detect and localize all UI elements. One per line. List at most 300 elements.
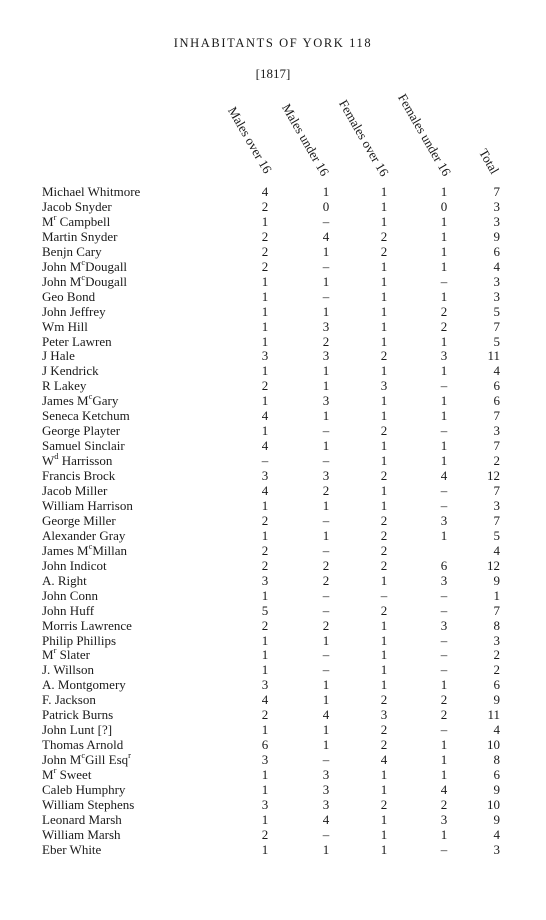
females-over-16-cell: 1	[380, 677, 388, 693]
males-over-16-cell: 3	[261, 348, 269, 364]
total-cell: 11	[487, 707, 500, 723]
females-over-16-cell: 1	[380, 408, 388, 424]
resident-name	[42, 229, 117, 244]
males-under-16-cell: –	[322, 258, 330, 274]
name-text-rest: Slater	[56, 647, 90, 663]
males-over-16-cell: 3	[261, 677, 269, 693]
total-cell: 12	[487, 468, 500, 484]
females-under-16-cell: –	[440, 841, 448, 857]
resident-name	[42, 662, 94, 677]
table-row	[0, 812, 546, 827]
name-text: A. Right	[42, 572, 87, 588]
females-over-16-cell: 1	[380, 273, 388, 289]
table-row	[0, 184, 546, 199]
name-text: Morris Lawrence	[42, 617, 132, 633]
resident-name	[42, 827, 121, 842]
males-over-16-cell: 3	[261, 752, 269, 768]
total-cell: 6	[493, 677, 500, 693]
females-over-16-cell: 1	[380, 438, 388, 454]
females-under-16-cell: 1	[440, 752, 448, 768]
table-row	[0, 199, 546, 214]
males-under-16-cell: –	[322, 453, 330, 469]
table-row	[0, 842, 546, 857]
name-text: John Conn	[42, 587, 98, 603]
females-under-16-cell: –	[440, 587, 448, 603]
resident-name	[42, 483, 107, 498]
females-over-16-cell: 1	[380, 453, 388, 469]
males-over-16-cell: 2	[261, 243, 269, 259]
females-under-16-cell: –	[440, 378, 448, 394]
females-under-16-cell: –	[440, 483, 448, 498]
total-cell: 10	[487, 737, 500, 753]
males-under-16-cell: 1	[322, 243, 330, 259]
resident-name	[42, 423, 120, 438]
table-row	[0, 722, 546, 737]
males-over-16-cell: 1	[261, 318, 269, 334]
females-under-16-cell: 3	[440, 811, 448, 827]
males-under-16-cell: 2	[322, 333, 330, 349]
females-under-16-cell: 2	[440, 796, 448, 812]
resident-name	[42, 588, 98, 603]
total-cell: 4	[493, 542, 500, 558]
table-row	[0, 498, 546, 513]
table-row	[0, 573, 546, 588]
total-cell: 7	[493, 438, 500, 454]
females-under-16-cell: 2	[440, 707, 448, 723]
males-under-16-cell: 1	[322, 303, 330, 319]
males-under-16-cell: 1	[322, 363, 330, 379]
name-text-rest: Dougall	[85, 258, 128, 274]
males-under-16-cell: 3	[322, 782, 330, 797]
total-cell: 7	[493, 602, 500, 618]
females-under-16-cell: –	[440, 722, 448, 738]
table-row	[0, 271, 546, 289]
males-over-16-cell: 1	[261, 527, 269, 543]
males-under-16-cell: 3	[322, 796, 330, 812]
females-under-16-cell: 1	[440, 826, 448, 842]
females-over-16-cell: 1	[380, 213, 388, 229]
name-text: William Harrison	[42, 497, 133, 513]
females-over-16-cell: 2	[380, 542, 388, 558]
females-over-16-cell: 1	[380, 632, 388, 648]
males-under-16-cell: 3	[322, 348, 330, 364]
males-under-16-cell: –	[322, 752, 330, 768]
males-under-16-cell: 1	[322, 408, 330, 424]
females-under-16-cell: 1	[440, 453, 448, 469]
females-over-16-cell: 1	[380, 497, 388, 513]
table-row	[0, 692, 546, 707]
column-header-females-over-16: Females over 16	[336, 97, 392, 179]
females-under-16-cell: –	[440, 632, 448, 648]
total-cell: 9	[493, 572, 500, 588]
name-text: Alexander Gray	[42, 527, 126, 543]
total-cell: 5	[493, 303, 500, 319]
females-under-16-cell: 1	[440, 288, 448, 304]
males-under-16-cell: 1	[322, 184, 330, 199]
total-cell: 11	[487, 348, 500, 364]
resident-name	[42, 767, 91, 782]
table-row	[0, 468, 546, 483]
females-under-16-cell: 1	[440, 527, 448, 543]
name-superscript: r	[53, 211, 57, 222]
females-over-16-cell: 2	[380, 722, 388, 738]
males-under-16-cell: 1	[322, 273, 330, 289]
females-under-16-cell: 1	[440, 393, 448, 409]
table-row	[0, 662, 546, 677]
males-under-16-cell: 2	[322, 572, 330, 588]
females-under-16-cell: 2	[440, 692, 448, 708]
total-cell: 7	[493, 512, 500, 528]
females-over-16-cell: 2	[380, 243, 388, 259]
name-text: Samuel Sinclair	[42, 438, 125, 454]
females-under-16-cell: 0	[440, 198, 448, 214]
column-header-males-under-16: Males under 16	[279, 101, 333, 179]
males-over-16-cell: 1	[261, 333, 269, 349]
name-text: John M	[42, 273, 82, 289]
total-cell: 3	[493, 423, 500, 439]
table-row	[0, 782, 546, 797]
males-over-16-cell: 1	[261, 647, 269, 663]
resident-name	[42, 184, 140, 199]
name-text: Jacob Miller	[42, 483, 108, 498]
table-row	[0, 827, 546, 842]
males-over-16-cell: 5	[261, 602, 269, 618]
females-over-16-cell: 2	[380, 557, 388, 573]
total-cell: 9	[493, 692, 500, 708]
name-text: A. Montgomery	[42, 677, 126, 693]
males-under-16-cell: 4	[322, 228, 330, 244]
name-text-rest: Millan	[92, 542, 128, 558]
total-cell: 3	[493, 213, 500, 229]
females-over-16-cell: 2	[380, 737, 388, 753]
females-over-16-cell: 2	[380, 228, 388, 244]
total-cell: 3	[493, 497, 500, 513]
total-cell: 4	[493, 722, 500, 738]
females-under-16-cell: 6	[440, 557, 448, 573]
total-cell: 3	[493, 273, 500, 289]
name-superscript: r	[53, 765, 57, 776]
total-cell: 6	[493, 378, 500, 394]
total-cell: 4	[493, 826, 500, 842]
table-row	[0, 438, 546, 453]
males-under-16-cell: 1	[322, 722, 330, 738]
resident-name	[42, 797, 134, 812]
table-row	[0, 752, 546, 767]
name-text-rest: Gill Esq	[85, 752, 129, 768]
resident-name	[42, 453, 112, 468]
table-row	[0, 707, 546, 722]
name-text-rest: Gary	[92, 393, 119, 409]
females-under-16-cell: 3	[440, 348, 448, 364]
females-under-16-cell: 1	[440, 213, 448, 229]
name-superscript: c	[81, 271, 86, 282]
males-over-16-cell: 1	[261, 497, 269, 513]
females-over-16-cell: 2	[380, 796, 388, 812]
females-over-16-cell: 2	[380, 512, 388, 528]
females-under-16-cell: 1	[440, 184, 448, 199]
name-superscript: c	[88, 391, 93, 402]
resident-name	[42, 842, 101, 857]
name-text: Seneca Ketchum	[42, 408, 130, 424]
females-over-16-cell: 2	[380, 348, 388, 364]
total-cell: 4	[493, 258, 500, 274]
name-text: Geo Bond	[42, 288, 96, 304]
resident-name	[42, 647, 90, 662]
total-cell: 7	[493, 483, 500, 498]
name-text: John M	[42, 258, 82, 274]
table-row	[0, 289, 546, 304]
resident-name	[42, 289, 95, 304]
females-over-16-cell: 3	[380, 707, 388, 723]
column-header-females-under-16: Females under 16	[395, 91, 455, 179]
name-text-rest: Campbell	[56, 213, 111, 229]
total-cell: 1	[493, 587, 500, 603]
females-under-16-cell: 1	[440, 737, 448, 753]
males-over-16-cell: 1	[261, 273, 269, 289]
name-text-rest: Sweet	[56, 767, 92, 783]
table-row	[0, 647, 546, 662]
males-under-16-cell: –	[322, 542, 330, 558]
total-cell: 2	[493, 662, 500, 678]
males-under-16-cell: 3	[322, 393, 330, 409]
females-under-16-cell: –	[440, 662, 448, 678]
females-over-16-cell: 1	[380, 841, 388, 857]
females-under-16-cell: 1	[440, 408, 448, 424]
males-over-16-cell: 1	[261, 303, 269, 319]
name-text-rest: Harrisson	[58, 453, 113, 469]
females-under-16-cell: 1	[440, 767, 448, 783]
resident-name	[42, 393, 118, 408]
females-over-16-cell: 1	[380, 184, 388, 199]
year-label: [1817]	[255, 66, 291, 81]
females-under-16-cell: 4	[440, 468, 448, 484]
name-text: George Miller	[42, 512, 116, 528]
males-over-16-cell: 1	[261, 722, 269, 738]
table-row	[0, 540, 546, 558]
total-cell: 3	[493, 288, 500, 304]
total-cell: 6	[493, 243, 500, 259]
males-under-16-cell: –	[322, 213, 330, 229]
males-under-16-cell: –	[322, 826, 330, 842]
total-cell: 9	[493, 782, 500, 797]
females-under-16-cell: 1	[440, 438, 448, 454]
males-over-16-cell: 4	[261, 438, 269, 454]
table-row	[0, 513, 546, 528]
males-under-16-cell: 1	[322, 632, 330, 648]
table-row	[0, 603, 546, 618]
males-under-16-cell: –	[322, 602, 330, 618]
resident-name	[42, 722, 112, 737]
males-over-16-cell: 4	[261, 184, 269, 199]
females-over-16-cell: 1	[380, 198, 388, 214]
resident-name	[42, 540, 128, 558]
total-cell: 2	[493, 453, 500, 469]
females-under-16-cell: –	[440, 602, 448, 618]
table-row	[0, 677, 546, 692]
name-text: George Playter	[42, 423, 121, 439]
name-text: John Huff	[42, 602, 95, 618]
males-over-16-cell: 1	[261, 288, 269, 304]
name-text: Peter Lawren	[42, 333, 112, 349]
males-over-16-cell: 1	[261, 393, 269, 409]
resident-name	[42, 692, 96, 707]
males-under-16-cell: –	[322, 662, 330, 678]
males-under-16-cell: 4	[322, 811, 330, 827]
females-over-16-cell: 3	[380, 378, 388, 394]
resident-name	[42, 468, 115, 483]
table-row	[0, 363, 546, 378]
males-under-16-cell: 1	[322, 378, 330, 394]
females-over-16-cell: 1	[380, 782, 388, 797]
name-text: J Kendrick	[42, 363, 99, 379]
name-text: William Marsh	[42, 826, 121, 842]
resident-name	[42, 244, 102, 259]
males-under-16-cell: 3	[322, 318, 330, 334]
total-cell: 7	[493, 408, 500, 424]
males-under-16-cell: 0	[322, 198, 330, 214]
table-row	[0, 618, 546, 633]
name-text: W	[42, 453, 55, 469]
name-text: James M	[42, 542, 89, 558]
resident-name	[42, 603, 94, 618]
males-over-16-cell: 1	[261, 423, 269, 439]
females-over-16-cell: 2	[380, 468, 388, 484]
males-over-16-cell: 2	[261, 826, 269, 842]
females-over-16-cell: 1	[380, 303, 388, 319]
males-over-16-cell: 4	[261, 692, 269, 708]
total-cell: 5	[493, 333, 500, 349]
males-under-16-cell: 2	[322, 483, 330, 498]
females-over-16-cell: 1	[380, 288, 388, 304]
males-over-16-cell: 1	[261, 662, 269, 678]
males-over-16-cell: 2	[261, 228, 269, 244]
name-text: John Lunt [?]	[42, 722, 113, 738]
females-under-16-cell: –	[440, 647, 448, 663]
page-title: INHABITANTS OF YORK 118	[173, 36, 373, 50]
females-over-16-cell: 4	[380, 752, 388, 768]
table-row	[0, 334, 546, 349]
males-over-16-cell: 1	[261, 587, 269, 603]
table-row	[0, 528, 546, 543]
females-over-16-cell: 2	[380, 527, 388, 543]
females-under-16-cell: 2	[440, 318, 448, 334]
females-under-16-cell: 1	[440, 228, 448, 244]
name-superscript: r	[53, 645, 57, 656]
resident-name	[42, 782, 125, 797]
name-text: Benjn Cary	[42, 243, 102, 259]
resident-name	[42, 211, 111, 229]
females-under-16-cell: 3	[440, 617, 448, 633]
resident-name	[42, 363, 99, 378]
resident-name	[42, 319, 88, 334]
females-under-16-cell: 1	[440, 333, 448, 349]
females-over-16-cell: –	[380, 587, 388, 603]
total-cell: 8	[493, 617, 500, 633]
males-under-16-cell: –	[322, 288, 330, 304]
name-text: Martin Snyder	[42, 228, 118, 244]
name-text: Michael Whitmore	[42, 184, 141, 199]
name-text: Eber White	[42, 841, 102, 857]
column-header-total: Total	[476, 146, 503, 177]
resident-name	[42, 378, 86, 393]
name-superscript: c	[81, 750, 86, 761]
name-text: William Stephens	[42, 796, 135, 812]
females-over-16-cell: 2	[380, 423, 388, 439]
name-text-rest: Dougall	[85, 273, 128, 289]
males-over-16-cell: 1	[261, 811, 269, 827]
males-over-16-cell: 2	[261, 707, 269, 723]
females-under-16-cell: 1	[440, 677, 448, 693]
resident-name	[42, 304, 106, 319]
females-under-16-cell: 4	[440, 782, 448, 797]
females-over-16-cell: 1	[380, 617, 388, 633]
males-over-16-cell: 2	[261, 512, 269, 528]
name-text: John Jeffrey	[42, 303, 106, 319]
females-under-16-cell: –	[440, 497, 448, 513]
name-text: F. Jackson	[42, 692, 96, 708]
table-row	[0, 211, 546, 229]
females-over-16-cell: 1	[380, 318, 388, 334]
table-row	[0, 767, 546, 782]
females-over-16-cell: 1	[380, 811, 388, 827]
table-row	[0, 453, 546, 468]
males-over-16-cell: 4	[261, 408, 269, 424]
resident-name	[42, 271, 128, 289]
total-cell: 9	[493, 811, 500, 827]
resident-name	[42, 408, 130, 423]
name-text: Jacob Snyder	[42, 198, 112, 214]
males-over-16-cell: 6	[261, 737, 269, 753]
males-under-16-cell: 1	[322, 497, 330, 513]
females-under-16-cell: 3	[440, 512, 448, 528]
name-text: Francis Brock	[42, 468, 116, 484]
males-over-16-cell: 2	[261, 378, 269, 394]
total-cell: 3	[493, 632, 500, 648]
resident-name	[42, 812, 122, 827]
table-row	[0, 588, 546, 603]
females-over-16-cell: 1	[380, 767, 388, 783]
total-cell: 9	[493, 228, 500, 244]
total-cell: 3	[493, 841, 500, 857]
resident-name	[42, 498, 133, 513]
females-over-16-cell: 1	[380, 333, 388, 349]
name-text: M	[42, 213, 54, 229]
females-under-16-cell: 3	[440, 572, 448, 588]
total-cell: 6	[493, 393, 500, 409]
name-text: Wm Hill	[42, 318, 88, 334]
resident-name	[42, 707, 113, 722]
name-superscript: r	[128, 750, 131, 761]
table-row	[0, 483, 546, 498]
males-under-16-cell: 1	[322, 438, 330, 454]
name-text: John Indicot	[42, 557, 107, 573]
females-over-16-cell: 1	[380, 483, 388, 498]
females-over-16-cell: 1	[380, 363, 388, 379]
table-row	[0, 304, 546, 319]
table-row	[0, 633, 546, 648]
resident-name	[42, 558, 107, 573]
total-cell: 12	[487, 557, 500, 573]
total-cell: 4	[493, 363, 500, 379]
males-over-16-cell: 1	[261, 767, 269, 783]
name-text: R Lakey	[42, 378, 87, 394]
males-under-16-cell: 1	[322, 692, 330, 708]
resident-name	[42, 618, 132, 633]
females-over-16-cell: 1	[380, 647, 388, 663]
males-over-16-cell: 2	[261, 542, 269, 558]
males-over-16-cell: 1	[261, 363, 269, 379]
table-row	[0, 558, 546, 573]
